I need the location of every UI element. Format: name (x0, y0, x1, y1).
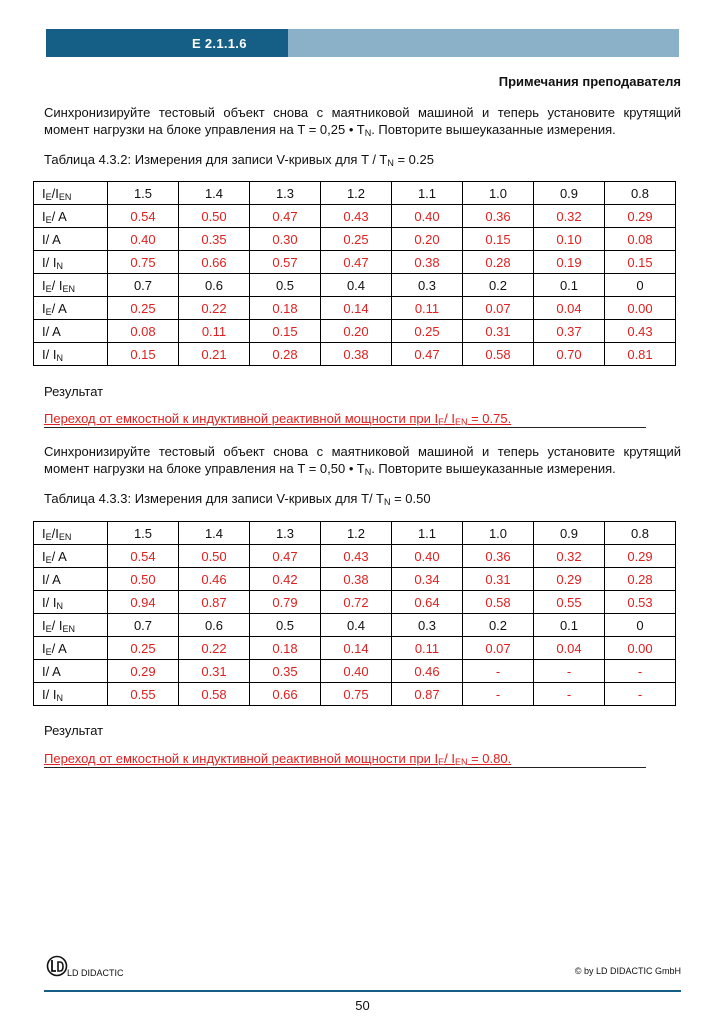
row-label: $I_E/$ A (34, 545, 108, 568)
table-cell: 0.37 (534, 320, 605, 343)
logo-text: LD DIDACTIC (67, 968, 124, 978)
intro-paragraph-2: Синхронизируйте тестовый объект снова с маятниковой машиной и теперь установите крутящий момент нагрузки на блоке управления на T = 0,50 • $T_N$. Повторите вышеуказанные измерения. (44, 444, 681, 477)
table-cell: 0.40 (392, 545, 463, 568)
table-row (34, 205, 676, 228)
table-cell: 0.50 (108, 568, 179, 591)
table-cell: 0.72 (321, 591, 392, 614)
table-cell: 0.36 (463, 545, 534, 568)
table-cell: 0.46 (179, 568, 250, 591)
table-cell: 0.15 (108, 343, 179, 366)
row-label: $I_E/$ A (34, 637, 108, 660)
table-cell: 0.8 (605, 182, 676, 205)
table-cell: 0.15 (605, 251, 676, 274)
table-cell: 0.5 (250, 614, 321, 637)
result-label-1: Результат (44, 384, 104, 399)
table-cell: 0.3 (392, 274, 463, 297)
table-cell: 0.14 (321, 637, 392, 660)
table-cell: 0.8 (605, 522, 676, 545)
table-cell: 0.15 (463, 228, 534, 251)
table-row (34, 683, 676, 706)
table-cell: 1.0 (463, 182, 534, 205)
table-cell: 1.1 (392, 182, 463, 205)
row-label: I/ A (34, 660, 108, 683)
measurement-table-1 (33, 181, 676, 366)
table-cell: 0.29 (108, 660, 179, 683)
table-cell: 0.35 (179, 228, 250, 251)
table-cell: 0.7 (108, 614, 179, 637)
table-cell: 0.9 (534, 522, 605, 545)
row-label: I/ A (34, 228, 108, 251)
result-label-2: Результат (44, 723, 104, 738)
table-cell: 0.20 (321, 320, 392, 343)
table-cell: 0.58 (179, 683, 250, 706)
table-cell: 0.53 (605, 591, 676, 614)
table-cell: 0.32 (534, 545, 605, 568)
table-cell: 0.29 (605, 205, 676, 228)
table-row (34, 545, 676, 568)
row-label: I/ A (34, 320, 108, 343)
table-cell: 0.54 (108, 205, 179, 228)
row-label: $I_E/$ $I_{EN}$ (34, 614, 108, 637)
measurement-table-2 (33, 521, 676, 706)
table-cell: 1.1 (392, 522, 463, 545)
table-cell: 0.57 (250, 251, 321, 274)
table-row (34, 228, 676, 251)
table-cell: 0.58 (463, 343, 534, 366)
row-label: $I_E/I_{EN}$ (34, 522, 108, 545)
table-row (34, 591, 676, 614)
row-label: I/ $I_N$ (34, 251, 108, 274)
table-cell: 1.2 (321, 522, 392, 545)
table-cell: 0.11 (179, 320, 250, 343)
table-cell: 0.64 (392, 591, 463, 614)
table-cell: 0.08 (605, 228, 676, 251)
table-cell: 0.75 (108, 251, 179, 274)
table-cell: 0.4 (321, 274, 392, 297)
table-cell: 0.07 (463, 637, 534, 660)
table-cell: 0.47 (250, 545, 321, 568)
table-cell: 0.31 (463, 320, 534, 343)
table-cell: - (463, 683, 534, 706)
table-cell: 0.35 (250, 660, 321, 683)
table-cell: 0 (605, 274, 676, 297)
result-text-2: Переход от емкостной к индуктивной реактивной мощности при $I_E/$ $I_{EN} = 0.80$. (44, 751, 646, 768)
footer-divider (44, 990, 681, 992)
table-cell: - (605, 683, 676, 706)
table-cell: 0.28 (605, 568, 676, 591)
row-label: I/ $I_N$ (34, 591, 108, 614)
row-label: I/ $I_N$ (34, 683, 108, 706)
table-cell: 0.47 (392, 343, 463, 366)
table-cell: 0.1 (534, 614, 605, 637)
table-cell: 0.43 (321, 205, 392, 228)
table-cell: 0.04 (534, 297, 605, 320)
table-cell: 0.14 (321, 297, 392, 320)
table-row (34, 637, 676, 660)
table-cell: 0.04 (534, 637, 605, 660)
table-cell: 1.4 (179, 522, 250, 545)
table-cell: 0.2 (463, 274, 534, 297)
table-cell: 0.18 (250, 297, 321, 320)
table-cell: 0.00 (605, 297, 676, 320)
table-cell: 0.94 (108, 591, 179, 614)
table-caption-1: Таблица 4.3.2: Измерения для записи V-кривых для $T / T_N = 0.25$ (44, 152, 434, 168)
table-cell: 0.55 (108, 683, 179, 706)
table-cell: 0 (605, 614, 676, 637)
table-cell: 0.87 (179, 591, 250, 614)
ld-didactic-logo-icon (46, 955, 68, 977)
header-bar-dark (46, 29, 288, 57)
table-cell: 0.87 (392, 683, 463, 706)
table-cell: 0.40 (108, 228, 179, 251)
table-cell: 0.36 (463, 205, 534, 228)
table-cell: - (534, 660, 605, 683)
row-label: I/ A (34, 568, 108, 591)
table-cell: 0.19 (534, 251, 605, 274)
row-label: $I_E/I_{EN}$ (34, 182, 108, 205)
table-cell: - (605, 660, 676, 683)
table-cell: 1.5 (108, 522, 179, 545)
table-cell: 0.40 (321, 660, 392, 683)
header-bar-light (288, 29, 679, 57)
table-cell: 0.43 (605, 320, 676, 343)
table-cell: 0.50 (179, 205, 250, 228)
table-cell: 0.31 (179, 660, 250, 683)
table-cell: 0.58 (463, 591, 534, 614)
table-cell: 0.66 (179, 251, 250, 274)
table-cell: 0.9 (534, 182, 605, 205)
table-cell: 1.3 (250, 182, 321, 205)
table-cell: 0.43 (321, 545, 392, 568)
table-cell: - (534, 683, 605, 706)
table-cell: 0.25 (321, 228, 392, 251)
table-row (34, 568, 676, 591)
table-cell: 0.10 (534, 228, 605, 251)
table-cell: 0.47 (250, 205, 321, 228)
intro-paragraph-1: Синхронизируйте тестовый объект снова с маятниковой машиной и теперь установите крутящий момент нагрузки на блоке управления на T = 0,25 • $T_N$. Повторите вышеуказанные измерения. (44, 105, 681, 138)
table-cell: 0.28 (250, 343, 321, 366)
table-row (34, 343, 676, 366)
table-cell: 0.7 (108, 274, 179, 297)
table-row (34, 320, 676, 343)
table-cell: 0.34 (392, 568, 463, 591)
table-cell: 0.5 (250, 274, 321, 297)
table-cell: 0.50 (179, 545, 250, 568)
header-bar (46, 29, 679, 57)
table-row (34, 614, 676, 637)
table-cell: 0.75 (321, 683, 392, 706)
table-cell: 1.3 (250, 522, 321, 545)
table-cell: 0.29 (605, 545, 676, 568)
table-cell: 0.6 (179, 274, 250, 297)
table-cell: 0.38 (321, 568, 392, 591)
table-cell: 0.08 (108, 320, 179, 343)
table-cell: 0.18 (250, 637, 321, 660)
notes-title: Примечания преподавателя (498, 74, 681, 89)
table-cell: 0.29 (534, 568, 605, 591)
table-cell: 0.25 (392, 320, 463, 343)
table-cell: 0.00 (605, 637, 676, 660)
table-cell: 0.81 (605, 343, 676, 366)
table-cell: 0.21 (179, 343, 250, 366)
row-label: $I_E/$ $I_{EN}$ (34, 274, 108, 297)
table-cell: 1.5 (108, 182, 179, 205)
table-cell: 1.0 (463, 522, 534, 545)
table-cell: - (463, 660, 534, 683)
table-cell: 0.46 (392, 660, 463, 683)
table-row (34, 660, 676, 683)
table-cell: 0.22 (179, 637, 250, 660)
table-cell: 0.4 (321, 614, 392, 637)
copyright: © by LD DIDACTIC GmbH (574, 966, 681, 976)
table-row (34, 251, 676, 274)
table-caption-2: Таблица 4.3.3: Измерения для записи V-кривых для T/ $T_N = 0.50$ (44, 491, 431, 507)
table-cell: 0.07 (463, 297, 534, 320)
table-cell: 0.38 (321, 343, 392, 366)
table-cell: 1.2 (321, 182, 392, 205)
table-cell: 0.22 (179, 297, 250, 320)
table-cell: 0.25 (108, 297, 179, 320)
table-cell: 0.20 (392, 228, 463, 251)
table-cell: 0.70 (534, 343, 605, 366)
table-cell: 0.42 (250, 568, 321, 591)
table-cell: 0.38 (392, 251, 463, 274)
table-cell: 0.2 (463, 614, 534, 637)
table-cell: 0.15 (250, 320, 321, 343)
table-row (34, 182, 676, 205)
table-cell: 0.40 (392, 205, 463, 228)
table-row (34, 274, 676, 297)
table-cell: 0.79 (250, 591, 321, 614)
table-cell: 0.1 (534, 274, 605, 297)
section-code: E 2.1.1.6 (192, 36, 247, 51)
table-cell: 0.32 (534, 205, 605, 228)
table-cell: 0.3 (392, 614, 463, 637)
table-cell: 0.31 (463, 568, 534, 591)
table-cell: 0.25 (108, 637, 179, 660)
result-text-1: Переход от емкостной к индуктивной реактивной мощности при $I_E/$ $I_{EN} = 0.75$. (44, 411, 646, 428)
table-row (34, 522, 676, 545)
table-cell: 0.55 (534, 591, 605, 614)
table-cell: 0.11 (392, 637, 463, 660)
table-row (34, 297, 676, 320)
row-label: $I_E/$ A (34, 205, 108, 228)
table-cell: 0.66 (250, 683, 321, 706)
row-label: $I_E/$ A (34, 297, 108, 320)
table-cell: 0.54 (108, 545, 179, 568)
table-cell: 0.11 (392, 297, 463, 320)
table-cell: 0.28 (463, 251, 534, 274)
table-cell: 0.47 (321, 251, 392, 274)
table-cell: 0.30 (250, 228, 321, 251)
table-cell: 0.6 (179, 614, 250, 637)
page-number: 50 (355, 998, 370, 1013)
table-cell: 1.4 (179, 182, 250, 205)
row-label: I/ $I_N$ (34, 343, 108, 366)
